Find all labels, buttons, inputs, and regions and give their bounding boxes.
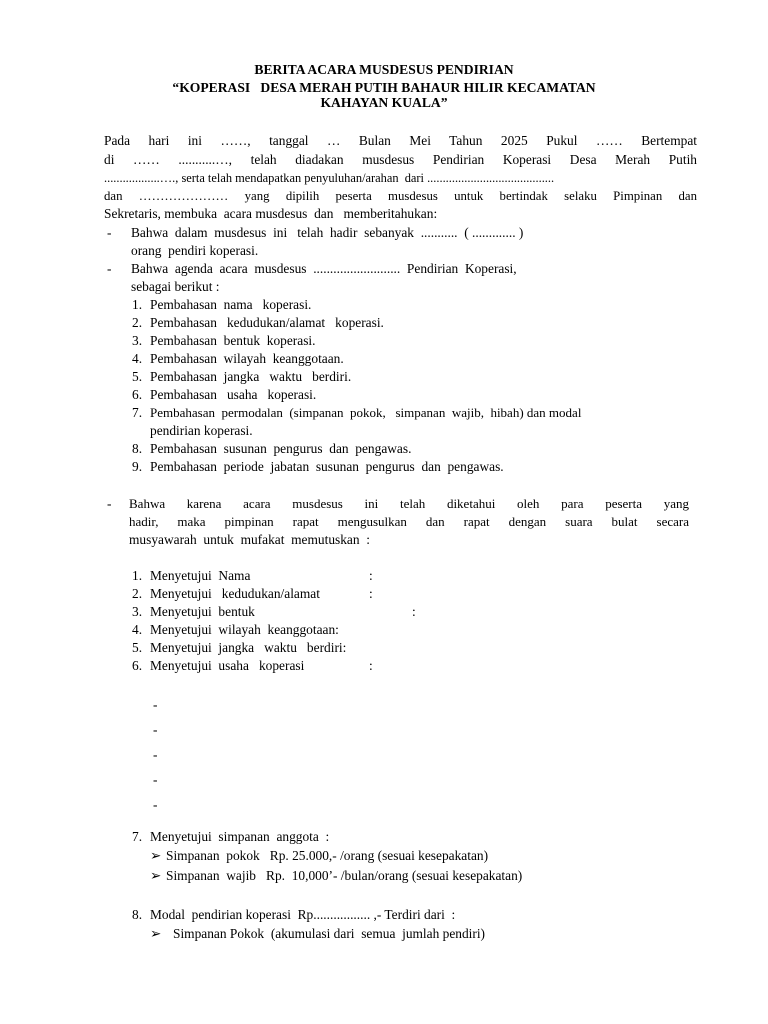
blank-dash: - bbox=[153, 697, 158, 712]
document-title-line-2: “KOPERASI DESA MERAH PUTIH BAHAUR HILIR KECAMATAN bbox=[172, 80, 596, 95]
arrow-bullet-icon: ➢ bbox=[150, 926, 162, 941]
document-title-line-1: BERITA ACARA MUSDESUS PENDIRIAN bbox=[254, 62, 514, 77]
blank-dash: - bbox=[153, 772, 158, 787]
intro-line-4: dan ………………… yang dipilih peserta musdesus untuk bertindak selaku Pimpinan dan bbox=[104, 189, 697, 203]
document-title-line-3: KAHAYAN KUALA” bbox=[320, 95, 448, 110]
bullet-dash: - bbox=[107, 225, 112, 240]
decision-number: 5. bbox=[132, 640, 143, 655]
intro-line-3: ..................…., serta telah mendapatkan penyuluhan/arahan dari ......................................... bbox=[104, 171, 555, 185]
agenda-item: Pembahasan wilayah keanggotaan. bbox=[150, 351, 344, 366]
blank-dash: - bbox=[153, 722, 158, 737]
decision-item: Menyetujui bentuk bbox=[150, 604, 255, 619]
decision-item: Menyetujui simpanan anggota : bbox=[150, 829, 330, 844]
bullet-dash: - bbox=[107, 261, 112, 276]
decision-item: Menyetujui Nama bbox=[150, 568, 251, 583]
arrow-bullet-icon: ➢ bbox=[150, 848, 162, 863]
decision-number: 1. bbox=[132, 568, 143, 583]
bullet-2-line-1: Bahwa agenda acara musdesus .......................... Pendirian Koperasi, bbox=[131, 261, 517, 276]
agenda-item: Pembahasan kedudukan/alamat koperasi. bbox=[150, 315, 384, 330]
agenda-number: 3. bbox=[132, 333, 143, 348]
decision-colon: : bbox=[369, 586, 373, 601]
bullet-dash: - bbox=[107, 496, 112, 511]
intro-line-1: Pada hari ini ……, tanggal … Bulan Mei Tahun 2025 Pukul …… Bertempat bbox=[104, 133, 697, 148]
agenda-number: 7. bbox=[132, 405, 143, 420]
bullet-2-line-2: sebagai berikut : bbox=[131, 279, 220, 294]
agenda-number: 6. bbox=[132, 387, 143, 402]
bullet-3-line-3: musyawarah untuk mufakat memutuskan : bbox=[129, 532, 370, 547]
agenda-item: Pembahasan permodalan (simpanan pokok, simpanan wajib, hibah) dan modal bbox=[150, 405, 582, 420]
bullet-3-line-1: Bahwa karena acara musdesus ini telah diketahui oleh para peserta yang bbox=[129, 496, 689, 511]
agenda-number: 9. bbox=[132, 459, 143, 474]
agenda-item: Pembahasan bentuk koperasi. bbox=[150, 333, 316, 348]
agenda-item-continuation: pendirian koperasi. bbox=[150, 423, 253, 438]
decision-number: 4. bbox=[132, 622, 143, 637]
decision-item: Menyetujui usaha koperasi bbox=[150, 658, 305, 673]
blank-dash: - bbox=[153, 747, 158, 762]
decision-number: 2. bbox=[132, 586, 143, 601]
bullet-1-line-2: orang pendiri koperasi. bbox=[131, 243, 259, 258]
decision-item: Menyetujui jangka waktu berdiri: bbox=[150, 640, 347, 655]
decision-number: 6. bbox=[132, 658, 143, 673]
agenda-number: 1. bbox=[132, 297, 143, 312]
decision-item: Menyetujui wilayah keanggotaan: bbox=[150, 622, 339, 637]
decision-colon: : bbox=[369, 658, 373, 673]
decision-colon: : bbox=[369, 568, 373, 583]
agenda-item: Pembahasan jangka waktu berdiri. bbox=[150, 369, 352, 384]
bullet-3-line-2: hadir, maka pimpinan rapat mengusulkan dan rapat dengan suara bulat secara bbox=[129, 514, 689, 529]
decision-number: 7. bbox=[132, 829, 143, 844]
agenda-number: 5. bbox=[132, 369, 143, 384]
blank-dash: - bbox=[153, 797, 158, 812]
decision-number: 3. bbox=[132, 604, 143, 619]
agenda-number: 2. bbox=[132, 315, 143, 330]
agenda-item: Pembahasan usaha koperasi. bbox=[150, 387, 317, 402]
decision-colon: : bbox=[412, 604, 416, 619]
savings-line: Simpanan wajib Rp. 10,000’- /bulan/orang (sesuai kesepakatan) bbox=[166, 868, 523, 883]
decision-number: 8. bbox=[132, 907, 143, 922]
decision-item: Menyetujui kedudukan/alamat bbox=[150, 586, 320, 601]
capital-line: Simpanan Pokok (akumulasi dari semua jumlah pendiri) bbox=[173, 926, 486, 941]
bullet-1-line-1: Bahwa dalam musdesus ini telah hadir sebanyak ........... ( ............. ) bbox=[131, 225, 524, 240]
intro-line-5: Sekretaris, membuka acara musdesus dan memberitahukan: bbox=[104, 206, 438, 221]
arrow-bullet-icon: ➢ bbox=[150, 868, 162, 883]
decision-item: Modal pendirian koperasi Rp................. ,- Terdiri dari : bbox=[150, 907, 456, 922]
agenda-number: 4. bbox=[132, 351, 143, 366]
intro-line-2: di …… ...........…, telah diadakan musdesus Pendirian Koperasi Desa Merah Putih bbox=[104, 152, 697, 167]
agenda-number: 8. bbox=[132, 441, 143, 456]
agenda-item: Pembahasan periode jabatan susunan pengurus dan pengawas. bbox=[150, 459, 504, 474]
agenda-item: Pembahasan nama koperasi. bbox=[150, 297, 312, 312]
savings-line: Simpanan pokok Rp. 25.000,- /orang (sesuai kesepakatan) bbox=[166, 848, 489, 863]
agenda-item: Pembahasan susunan pengurus dan pengawas. bbox=[150, 441, 412, 456]
